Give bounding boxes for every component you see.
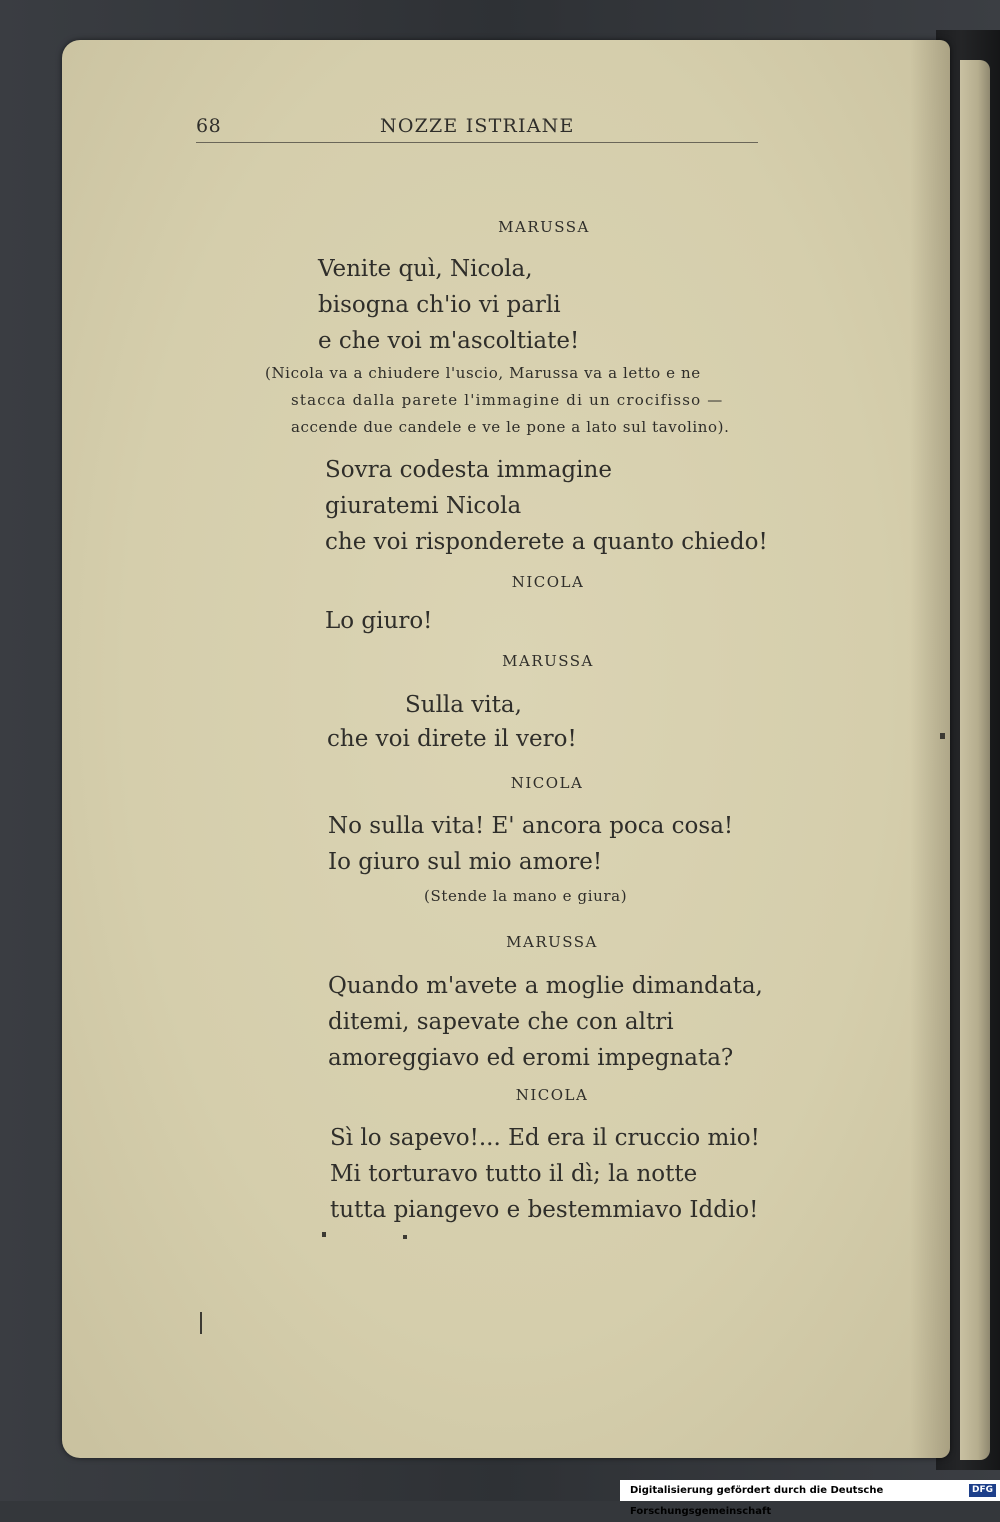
ink-speck: [322, 1232, 326, 1237]
ink-speck: [940, 733, 945, 739]
dfg-logo: DFG: [969, 1484, 996, 1497]
verse-line: Mi torturavo tutto il dì; la notte: [330, 1161, 698, 1187]
verse-block: [328, 808, 733, 880]
verse-block: [325, 603, 432, 639]
next-page-edge: [960, 60, 990, 1460]
verse-block: [327, 721, 577, 757]
page-number: 68: [196, 115, 222, 137]
speaker-label: MARUSSA: [506, 933, 598, 951]
ink-speck: [200, 1312, 202, 1334]
verse-block: [328, 968, 763, 1076]
verse-line: che voi direte il vero!: [327, 726, 577, 752]
verse-line: Sì lo sapevo!... Ed era il cruccio mio!: [330, 1125, 760, 1151]
verse-line: giuratemi Nicola: [325, 493, 522, 519]
speaker-label: NICOLA: [510, 774, 584, 792]
verse-block: [318, 251, 579, 359]
stage-direction-line: stacca dalla parete l'immagine di un crocifisso —: [291, 391, 724, 409]
verse-line: bisogna ch'io vi parli: [318, 292, 561, 318]
verse-line: amoreggiavo ed eromi impegnata?: [328, 1045, 734, 1071]
verse-block: [330, 1120, 760, 1228]
speaker-label: MARUSSA: [498, 218, 590, 236]
verse-line: ditemi, sapevate che con altri: [328, 1009, 674, 1035]
verse-line: Quando m'avete a moglie dimandata,: [328, 973, 763, 999]
running-title: NOZZE ISTRIANE: [380, 115, 575, 137]
ink-speck: [403, 1235, 407, 1239]
credit-text: Digitalisierung gefördert durch die Deutsche Forschungsgemeinschaft: [630, 1485, 884, 1517]
stage-direction-line: (Stende la mano e giura): [424, 887, 628, 905]
speaker-label: MARUSSA: [502, 652, 594, 670]
stage-direction-line: accende due candele e ve le pone a lato sul tavolino).: [291, 418, 730, 436]
stage-direction-line: (Nicola va a chiudere l'uscio, Marussa va a letto e ne: [265, 364, 701, 382]
speaker-label: NICOLA: [515, 1086, 589, 1104]
verse-line: No sulla vita! E' ancora poca cosa!: [328, 813, 734, 839]
header-rule: [196, 142, 758, 143]
verse-block: [405, 687, 522, 723]
verse-line: e che voi m'ascoltiate!: [318, 328, 580, 354]
verse-line: Sulla vita,: [405, 692, 522, 718]
verse-line: Sovra codesta immagine: [325, 457, 612, 483]
verse-line: tutta piangevo e bestemmiavo Iddio!: [330, 1197, 759, 1223]
digitization-credit: [620, 1480, 1000, 1517]
running-header: [196, 115, 756, 145]
verse-line: Venite quì, Nicola,: [318, 256, 533, 282]
verse-line: Lo giuro!: [325, 608, 433, 634]
verse-line: Io giuro sul mio amore!: [328, 849, 603, 875]
verse-line: che voi risponderete a quanto chiedo!: [325, 529, 768, 555]
speaker-label: NICOLA: [511, 573, 585, 591]
verse-block: [325, 452, 768, 560]
